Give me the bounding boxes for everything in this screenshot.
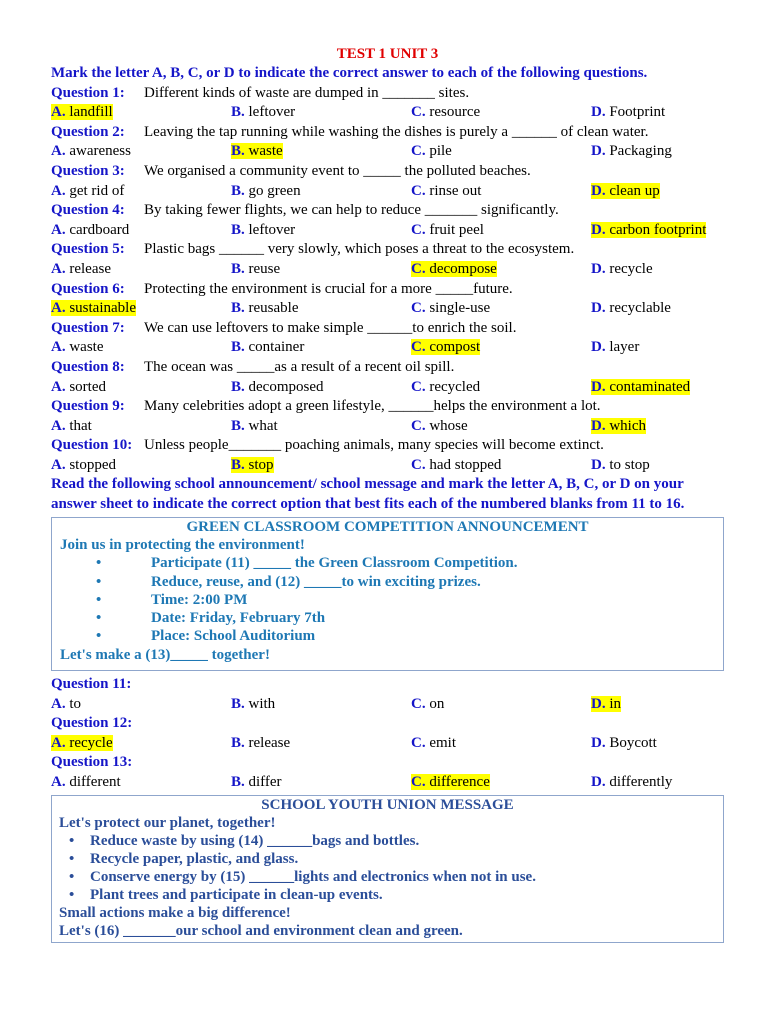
option-text: different: [69, 774, 121, 790]
option-text: that: [69, 417, 92, 434]
option-c: [411, 103, 591, 123]
message-line: Small actions make a big difference!: [59, 905, 291, 922]
option-content: [231, 222, 295, 238]
option-letter: B.: [231, 260, 245, 277]
option-letter: A.: [51, 104, 66, 121]
option-content: [51, 457, 116, 473]
question-label: Question 7:: [51, 319, 125, 336]
option-text: difference: [429, 774, 490, 790]
question-text: Leaving the tap running while washing the dishes is purely a ______ of clean water.: [144, 123, 649, 140]
correct-answer-highlight: [591, 696, 621, 712]
option-d: [591, 695, 621, 715]
option-letter: A.: [51, 378, 66, 395]
option-content: [51, 183, 124, 199]
options-row: [51, 417, 724, 437]
option-letter: B.: [231, 417, 245, 434]
option-content: [51, 379, 106, 395]
option-text: recyclable: [609, 300, 671, 317]
option-text: contaminated: [609, 378, 691, 395]
question-label: Question 8:: [51, 358, 125, 375]
instruction-reading: Read the following school announcement/ school message and mark the letter A, B, C, or D on your answer sheet to indicate the correct option that best fits each of the numbered blanks from 11 to 16.: [51, 476, 685, 513]
announcement-item: • Reduce, reuse, and (12) _____to win exciting prizes.: [60, 573, 715, 591]
options-row: [51, 456, 724, 476]
option-b: [231, 378, 411, 398]
option-letter: B.: [231, 456, 245, 473]
option-content: [231, 261, 280, 277]
question-label: Question 13:: [51, 754, 133, 771]
option-letter: D.: [591, 221, 606, 238]
option-d: [591, 103, 665, 123]
announcement-intro: Join us in protecting the environment!: [60, 536, 305, 553]
test-title: TEST 1 UNIT 3: [336, 46, 439, 62]
question-line: [51, 280, 724, 300]
question-line: [51, 123, 724, 143]
message-item: • Reduce waste by using (14) ______bags and bottles.: [59, 832, 716, 850]
option-b: [231, 103, 411, 123]
question-label: Question 4:: [51, 202, 125, 219]
option-letter: A.: [51, 695, 66, 712]
option-text: fruit peel: [429, 221, 484, 238]
option-content: [411, 418, 468, 434]
question-label: Question 9:: [51, 398, 125, 415]
question-label: Question 6:: [51, 280, 125, 297]
option-c: [411, 182, 591, 202]
option-b: [231, 142, 411, 162]
option-content: [591, 339, 639, 355]
option-text: layer: [609, 339, 640, 356]
option-letter: B.: [231, 734, 245, 751]
option-b: [231, 456, 411, 476]
option-c: [411, 773, 591, 793]
option-text: stopped: [69, 456, 117, 473]
message-list: [59, 832, 716, 904]
option-content: [591, 261, 653, 277]
questions-1-10: [51, 84, 724, 476]
option-letter: C.: [411, 378, 426, 395]
question-line: [51, 240, 724, 260]
option-letter: B.: [231, 300, 245, 317]
options-row: [51, 338, 724, 358]
option-b: [231, 417, 411, 437]
option-a: [51, 417, 231, 437]
option-a: [51, 456, 231, 476]
option-text: sustainable: [69, 300, 136, 317]
option-d: [591, 182, 660, 202]
option-letter: A.: [51, 300, 66, 317]
options-row: [51, 260, 724, 280]
option-d: [591, 378, 690, 398]
option-text: compost: [429, 339, 481, 356]
question-label: Question 2:: [51, 123, 125, 140]
option-letter: C.: [411, 774, 426, 790]
option-c: [411, 299, 591, 319]
option-c: [411, 260, 591, 280]
option-text: reusable: [248, 300, 299, 317]
correct-answer-highlight: [51, 104, 113, 120]
message-item: • Plant trees and participate in clean-up events.: [59, 886, 716, 904]
question-line: [51, 201, 724, 221]
option-c: [411, 378, 591, 398]
option-c: [411, 695, 591, 715]
option-content: [591, 735, 657, 751]
option-content: [591, 104, 665, 120]
option-c: [411, 221, 591, 241]
option-d: [591, 773, 672, 793]
options-row: [51, 221, 724, 241]
message-title: SCHOOL YOUTH UNION MESSAGE: [261, 796, 514, 813]
option-letter: D.: [591, 143, 606, 160]
announcement-item: • Time: 2:00 PM: [60, 591, 715, 609]
question-line: [51, 714, 724, 734]
option-content: [51, 339, 104, 355]
option-text: which: [609, 417, 647, 434]
option-letter: C.: [411, 221, 426, 238]
option-letter: A.: [51, 221, 66, 238]
question-text: The ocean was _____as a result of a recent oil spill.: [144, 358, 455, 375]
option-d: [591, 260, 653, 280]
option-letter: A.: [51, 339, 66, 356]
correct-answer-highlight: [231, 143, 283, 159]
option-content: [231, 339, 304, 355]
option-text: container: [248, 339, 305, 356]
option-content: [231, 735, 290, 751]
option-letter: D.: [591, 378, 606, 395]
option-a: [51, 773, 231, 793]
option-b: [231, 221, 411, 241]
option-b: [231, 338, 411, 358]
option-text: release: [69, 260, 111, 277]
question-label: Question 5:: [51, 241, 125, 258]
option-content: [51, 418, 92, 434]
option-text: what: [248, 417, 278, 434]
options-row: [51, 734, 724, 754]
option-a: [51, 221, 231, 241]
option-content: [411, 379, 480, 395]
correct-answer-highlight: [411, 339, 480, 355]
option-letter: B.: [231, 182, 245, 199]
option-content: [591, 457, 650, 473]
options-row: [51, 103, 724, 123]
correct-answer-highlight: [51, 300, 136, 316]
message-box: [51, 795, 724, 944]
option-a: [51, 378, 231, 398]
option-text: differ: [248, 774, 282, 790]
announcement-title: GREEN CLASSROOM COMPETITION ANNOUNCEMENT: [186, 518, 589, 535]
option-b: [231, 182, 411, 202]
option-letter: B.: [231, 143, 245, 160]
option-letter: A.: [51, 774, 66, 790]
option-text: cardboard: [69, 221, 130, 238]
option-content: [411, 735, 456, 751]
option-letter: B.: [231, 221, 245, 238]
options-row: [51, 378, 724, 398]
correct-answer-highlight: [591, 222, 706, 238]
option-letter: D.: [591, 734, 606, 751]
option-c: [411, 734, 591, 754]
option-text: recycled: [429, 378, 481, 395]
option-letter: D.: [591, 104, 606, 121]
question-line: [51, 162, 724, 182]
option-text: awareness: [69, 143, 131, 160]
options-row: [51, 142, 724, 162]
option-letter: C.: [411, 695, 426, 712]
option-text: whose: [429, 417, 468, 434]
option-b: [231, 734, 411, 754]
options-row: [51, 182, 724, 202]
correct-answer-highlight: [411, 774, 490, 790]
option-text: Boycott: [609, 734, 657, 751]
message-item: • Recycle paper, plastic, and glass.: [59, 850, 716, 868]
option-d: [591, 142, 672, 162]
option-d: [591, 417, 646, 437]
option-a: [51, 695, 231, 715]
option-letter: B.: [231, 339, 245, 356]
option-letter: D.: [591, 774, 606, 790]
question-label: Question 12:: [51, 715, 133, 732]
announcement-item: • Date: Friday, February 7th: [60, 609, 715, 627]
announcement-list: [60, 554, 715, 645]
option-a: [51, 338, 231, 358]
option-content: [411, 183, 481, 199]
option-text: recycle: [69, 734, 113, 751]
option-content: [591, 300, 671, 316]
question-line: [51, 675, 724, 695]
option-letter: C.: [411, 104, 426, 121]
questions-11-13: [51, 675, 724, 793]
question-label: Question 11:: [51, 676, 132, 693]
option-text: stop: [248, 456, 274, 473]
option-text: clean up: [609, 182, 660, 199]
option-d: [591, 221, 706, 241]
correct-answer-highlight: [411, 261, 497, 277]
option-b: [231, 695, 411, 715]
option-text: waste: [69, 339, 104, 356]
option-text: to stop: [609, 456, 650, 473]
option-letter: D.: [591, 417, 606, 434]
option-text: landfill: [69, 104, 113, 121]
question-line: [51, 753, 724, 773]
option-content: [411, 222, 484, 238]
option-letter: B.: [231, 695, 245, 712]
option-letter: A.: [51, 260, 66, 277]
option-c: [411, 338, 591, 358]
option-a: [51, 103, 231, 123]
question-text: Many celebrities adopt a green lifestyle, ______helps the environment a lot.: [144, 398, 601, 415]
message-line: Let's (16) _______our school and environment clean and green.: [59, 923, 463, 940]
option-c: [411, 142, 591, 162]
option-text: with: [248, 695, 276, 712]
option-a: [51, 299, 231, 319]
options-row: [51, 695, 724, 715]
option-letter: A.: [51, 734, 66, 751]
question-text: By taking fewer flights, we can help to reduce _______ significantly.: [144, 202, 559, 219]
option-text: decompose: [429, 260, 497, 277]
option-a: [51, 142, 231, 162]
option-letter: C.: [411, 260, 426, 277]
option-b: [231, 299, 411, 319]
option-text: emit: [429, 734, 457, 751]
option-content: [411, 300, 490, 316]
option-letter: D.: [591, 456, 606, 473]
question-line: [51, 436, 724, 456]
question-label: Question 3:: [51, 162, 125, 179]
option-text: leftover: [248, 221, 296, 238]
question-text: Plastic bags ______ very slowly, which poses a threat to the ecosystem.: [144, 241, 575, 258]
option-letter: D.: [591, 182, 606, 199]
option-text: on: [429, 695, 445, 712]
option-letter: D.: [591, 300, 606, 317]
message-intro: Let's protect our planet, together!: [59, 814, 276, 831]
option-content: [411, 696, 444, 712]
announcement-closing: Let's make a (13)_____ together!: [60, 646, 270, 663]
option-content: [231, 379, 324, 395]
option-letter: C.: [411, 143, 426, 160]
option-text: had stopped: [429, 456, 502, 473]
question-text: We can use leftovers to make simple ______to enrich the soil.: [144, 319, 517, 336]
option-letter: A.: [51, 182, 66, 199]
instruction-multiple-choice: Mark the letter A, B, C, or D to indicate the correct answer to each of the following questions.: [51, 65, 648, 81]
option-letter: B.: [231, 104, 245, 121]
question-line: [51, 397, 724, 417]
option-text: carbon footprint: [609, 221, 707, 238]
option-content: [51, 774, 121, 790]
option-content: [231, 774, 282, 790]
option-content: [51, 696, 81, 712]
option-content: [231, 104, 295, 120]
option-content: [591, 143, 672, 159]
option-d: [591, 734, 657, 754]
option-text: Packaging: [609, 143, 672, 160]
question-label: Question 1:: [51, 84, 125, 101]
option-text: waste: [248, 143, 283, 160]
correct-answer-highlight: [591, 379, 690, 395]
option-text: recycle: [609, 260, 653, 277]
option-b: [231, 773, 411, 793]
option-c: [411, 417, 591, 437]
question-text: We organised a community event to _____ the polluted beaches.: [144, 162, 531, 179]
option-content: [411, 457, 501, 473]
option-d: [591, 299, 671, 319]
option-letter: C.: [411, 339, 426, 356]
question-line: [51, 84, 724, 104]
correct-answer-highlight: [591, 418, 646, 434]
option-letter: D.: [591, 695, 606, 712]
option-content: [231, 696, 275, 712]
option-a: [51, 182, 231, 202]
option-content: [591, 774, 672, 790]
option-content: [51, 143, 131, 159]
option-content: [231, 183, 301, 199]
option-letter: C.: [411, 456, 426, 473]
option-text: in: [609, 695, 622, 712]
option-text: sorted: [69, 378, 107, 395]
option-text: go green: [248, 182, 301, 199]
message-item: • Conserve energy by (15) ______lights and electronics when not in use.: [59, 868, 716, 886]
option-letter: B.: [231, 378, 245, 395]
option-text: single-use: [429, 300, 491, 317]
option-content: [231, 418, 278, 434]
option-b: [231, 260, 411, 280]
option-letter: A.: [51, 417, 66, 434]
option-content: [231, 300, 299, 316]
options-row: [51, 773, 724, 793]
option-letter: C.: [411, 417, 426, 434]
option-c: [411, 456, 591, 476]
question-text: Unless people_______ poaching animals, many species will become extinct.: [144, 437, 604, 454]
option-text: decomposed: [248, 378, 324, 395]
option-letter: C.: [411, 734, 426, 751]
option-content: [411, 143, 452, 159]
option-d: [591, 338, 639, 358]
question-text: Different kinds of waste are dumped in _______ sites.: [144, 84, 470, 101]
option-text: Footprint: [609, 104, 666, 121]
correct-answer-highlight: [51, 735, 113, 751]
options-row: [51, 299, 724, 319]
option-text: rinse out: [429, 182, 482, 199]
option-d: [591, 456, 650, 476]
option-content: [51, 222, 129, 238]
option-letter: C.: [411, 182, 426, 199]
option-text: reuse: [248, 260, 281, 277]
option-text: get rid of: [69, 182, 125, 199]
option-a: [51, 734, 231, 754]
correct-answer-highlight: [231, 457, 274, 473]
announcement-box: [51, 517, 724, 671]
option-a: [51, 260, 231, 280]
question-line: [51, 319, 724, 339]
option-letter: D.: [591, 339, 606, 356]
announcement-item: • Participate (11) _____ the Green Classroom Competition.: [60, 554, 715, 572]
option-text: leftover: [248, 104, 296, 121]
option-content: [51, 261, 111, 277]
question-label: Question 10:: [51, 437, 133, 454]
option-text: resource: [429, 104, 481, 121]
option-letter: D.: [591, 260, 606, 277]
option-letter: A.: [51, 143, 66, 160]
option-content: [411, 104, 480, 120]
option-text: release: [248, 734, 291, 751]
option-letter: B.: [231, 774, 245, 790]
announcement-item: • Place: School Auditorium: [60, 627, 715, 645]
option-letter: C.: [411, 300, 426, 317]
question-text: Protecting the environment is crucial for a more _____future.: [144, 280, 513, 297]
option-text: to: [69, 695, 82, 712]
correct-answer-highlight: [591, 183, 660, 199]
option-letter: A.: [51, 456, 66, 473]
option-text: pile: [429, 143, 452, 160]
question-line: [51, 358, 724, 378]
option-text: differently: [609, 774, 673, 790]
